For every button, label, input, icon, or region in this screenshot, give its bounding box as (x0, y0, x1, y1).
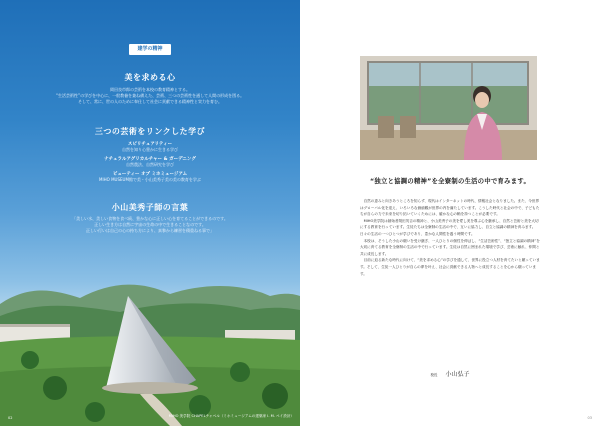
message-paragraph: 目前に迫る新たな時代に向けて、“美を求める心”の学びを通して、世界に役立つ人材を育てたいと願っています。そして、生徒一人ひとりが自らの夢を叶え、社会に貢献できる人物へと成長することを心から願っています。 (360, 258, 540, 276)
quote-line: 「美しい水、美しい食物を食べ続、豊かな心に正しい心を育てることができるのです。 (72, 216, 228, 221)
section2-item-desc: MIHO MUSEUM館で美・小山美秀子美の美の教育を学ぶ (99, 177, 201, 182)
message-paragraph: 本校は、そうした小山の願いを受け継ぎ、一人ひとりの個性を伸ばし、“生活芸術性”、“独立と協調の精神”を大切に育てる教育を全寮制の生活の中で行っています。生徒は自然に囲まれた環境で学び、芸術に触れ、仲間と共に成長します。 (360, 238, 540, 256)
section2-item-desc: 自然を知り心豊かに生きる学び (122, 147, 178, 152)
page-number-left: 02 (8, 416, 13, 420)
right-page (300, 0, 600, 426)
section2-item-title: ビューティー オブ ミホミュージアム (112, 172, 188, 177)
quote-line: 正しい行いは自己の心の持ち方により、真摯から練習を積重ねる事で」 (86, 228, 214, 233)
section1-line: そして、常に、世の人のために奉仕して社会に貢献できる精神性と実力を育む。 (78, 99, 222, 104)
section2-heading: 三つの芸術をリンクした学び (94, 127, 206, 136)
section2-item-title: スピリチュアリティー (127, 142, 173, 147)
message-paragraph: 自然の恵みと向きあうところを知らず、現代はインターネットの時代、情報社会となりました。また、今世界はグローバル化を迎え、いろいろな価値観が世界の内を満たしています。こうした時代と社会の中で、子どもたちが自らの力で未来を切り拓いていくためには、確かな心の軸を持つことが必要です。 (360, 199, 540, 217)
section2-item-title: ナチュラルアグリカルチャー & ガーデニング (104, 157, 196, 162)
section-badge: 建学の精神 (129, 44, 171, 55)
message-paragraph: MIHO美学院は創始者岡田茂吉の精神と、小山美秀子の美を愛し美を尊ぶ心を継承し、自然と芸術と美を大切にする教育を行っています。生徒たちは全寮制の生活の中で、互いに協力し、自立と協調の精神を育みます。日々の生活の一つひとつが学びであり、豊かな人間性を養う時間です。 (360, 218, 539, 236)
campus-landscape-image (0, 276, 300, 426)
section1-line: “生活芸術性”の学びを中心に、一般教養を兼ね備えた、芸術、三つの芸術性を通して人間の形成を図る。 (55, 93, 245, 98)
signature (300, 361, 600, 380)
message-body (360, 198, 542, 277)
section2-item-desc: 自然農法、自然研究を学び (126, 162, 174, 167)
principal-photo (360, 56, 537, 160)
signature-role: 校長 (430, 373, 438, 377)
section1-line: 岡田良市郎の芸術を本校の教育精神とする。 (110, 87, 190, 92)
page-number-right: 03 (587, 416, 592, 420)
message-title: “独立と協調の精神”を全寮制の生活の中で育みます。 (369, 178, 531, 185)
photo-caption: MIHO 美学院 CHAPELチャペル（ミホミュージアムの建築家 I. M. ペイ設計） (168, 414, 294, 418)
section3-heading: 小山美秀子師の言葉 (111, 203, 189, 212)
quote-line: 正しい生き方は自然に宇宙の生命の中で生きることなのです。 (94, 222, 206, 227)
signature-name: 小山弘子 (445, 371, 470, 378)
section1-heading: 美を求める心 (124, 73, 176, 82)
